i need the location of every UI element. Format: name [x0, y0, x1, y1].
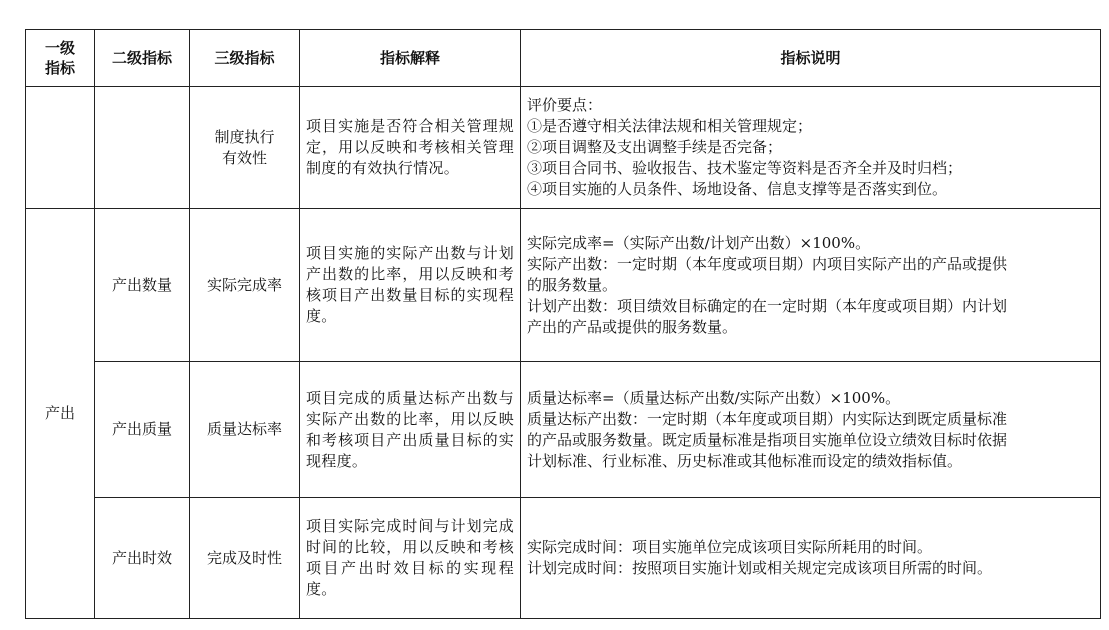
description-line: ①是否遵守相关法律法规和相关管理规定；: [527, 117, 813, 135]
header-description: 指标说明: [521, 30, 1101, 87]
description-line: 计划标准、行业标准、历史标准或其他标准而设定的绩效指标值。: [527, 451, 963, 470]
description-cell: [521, 209, 1101, 362]
header-level1: 一级 指标: [26, 30, 95, 87]
table-row: [26, 209, 1101, 362]
description-line: 产出的产品或提供的服务数量。: [527, 317, 738, 336]
description-cell: [521, 362, 1101, 498]
table-row: [26, 87, 1101, 209]
explanation-cell: 项目实施是否符合相关管理规定，用以反映和考核相关管理制度的有效执行情况。: [300, 87, 521, 209]
description-line: 实际完成时间：项目实施单位完成该项目实际所耗用的时间。: [527, 538, 933, 556]
table-row: [26, 498, 1101, 619]
explanation-cell: 项目完成的质量达标产出数与实际产出数的比率，用以反映和考核项目产出质量目标的实现程度。: [300, 362, 521, 498]
level3-cell: 制度执行 有效性: [190, 87, 300, 209]
level1-cell: 产出: [26, 209, 95, 619]
explanation-cell: 项目实施的实际产出数与计划产出数的比率，用以反映和考核项目产出数量目标的实现程度。: [300, 209, 521, 362]
header-level2: 二级指标: [95, 30, 190, 87]
description-line: 质量达标率=（质量达标产出数/实际产出数）×100%。: [527, 388, 901, 407]
description-line: 计划产出数：项目绩效目标确定的在一定时期（本年度或项目期）内计划: [527, 296, 1008, 315]
description-line: 的服务数量。: [527, 275, 618, 294]
description-cell: [521, 498, 1101, 619]
level3-cell: 实际完成率: [190, 209, 300, 362]
level1-cell: [26, 87, 95, 209]
explanation-cell: 项目实际完成时间与计划完成时间的比较，用以反映和考核项目产出时效目标的实现程度。: [300, 498, 521, 619]
header-level3: 三级指标: [190, 30, 300, 87]
level2-cell: 产出数量: [95, 209, 190, 362]
description-line: ③项目合同书、验收报告、技术鉴定等资料是否齐全并及时归档；: [527, 159, 963, 177]
indicator-table: [25, 29, 1101, 619]
table-row: [26, 362, 1101, 498]
description-line: ②项目调整及支出调整手续是否完备；: [527, 138, 783, 156]
level2-cell: [95, 87, 190, 209]
header-explanation: 指标解释: [300, 30, 521, 87]
description-line: ④项目实施的人员条件、场地设备、信息支撑等是否落实到位。: [527, 180, 948, 198]
description-line: 评价要点：: [527, 96, 603, 114]
level3-cell: 质量达标率: [190, 362, 300, 498]
level2-cell: 产出时效: [95, 498, 190, 619]
description-line: 质量达标产出数：一定时期（本年度或项目期）内实际达到既定质量标准: [527, 409, 1008, 428]
description-line: 实际完成率=（实际产出数/计划产出数）×100%。: [527, 233, 871, 252]
description-line: 实际产出数：一定时期（本年度或项目期）内项目实际产出的产品或提供: [527, 254, 1008, 273]
description-cell: [521, 87, 1101, 209]
header-row: [26, 30, 1101, 87]
level2-cell: 产出质量: [95, 362, 190, 498]
description-line: 的产品或服务数量。既定质量标准是指项目实施单位设立绩效目标时依据: [527, 430, 1008, 449]
description-line: 计划完成时间：按照项目实施计划或相关规定完成该项目所需的时间。: [527, 559, 993, 577]
level3-cell: 完成及时性: [190, 498, 300, 619]
